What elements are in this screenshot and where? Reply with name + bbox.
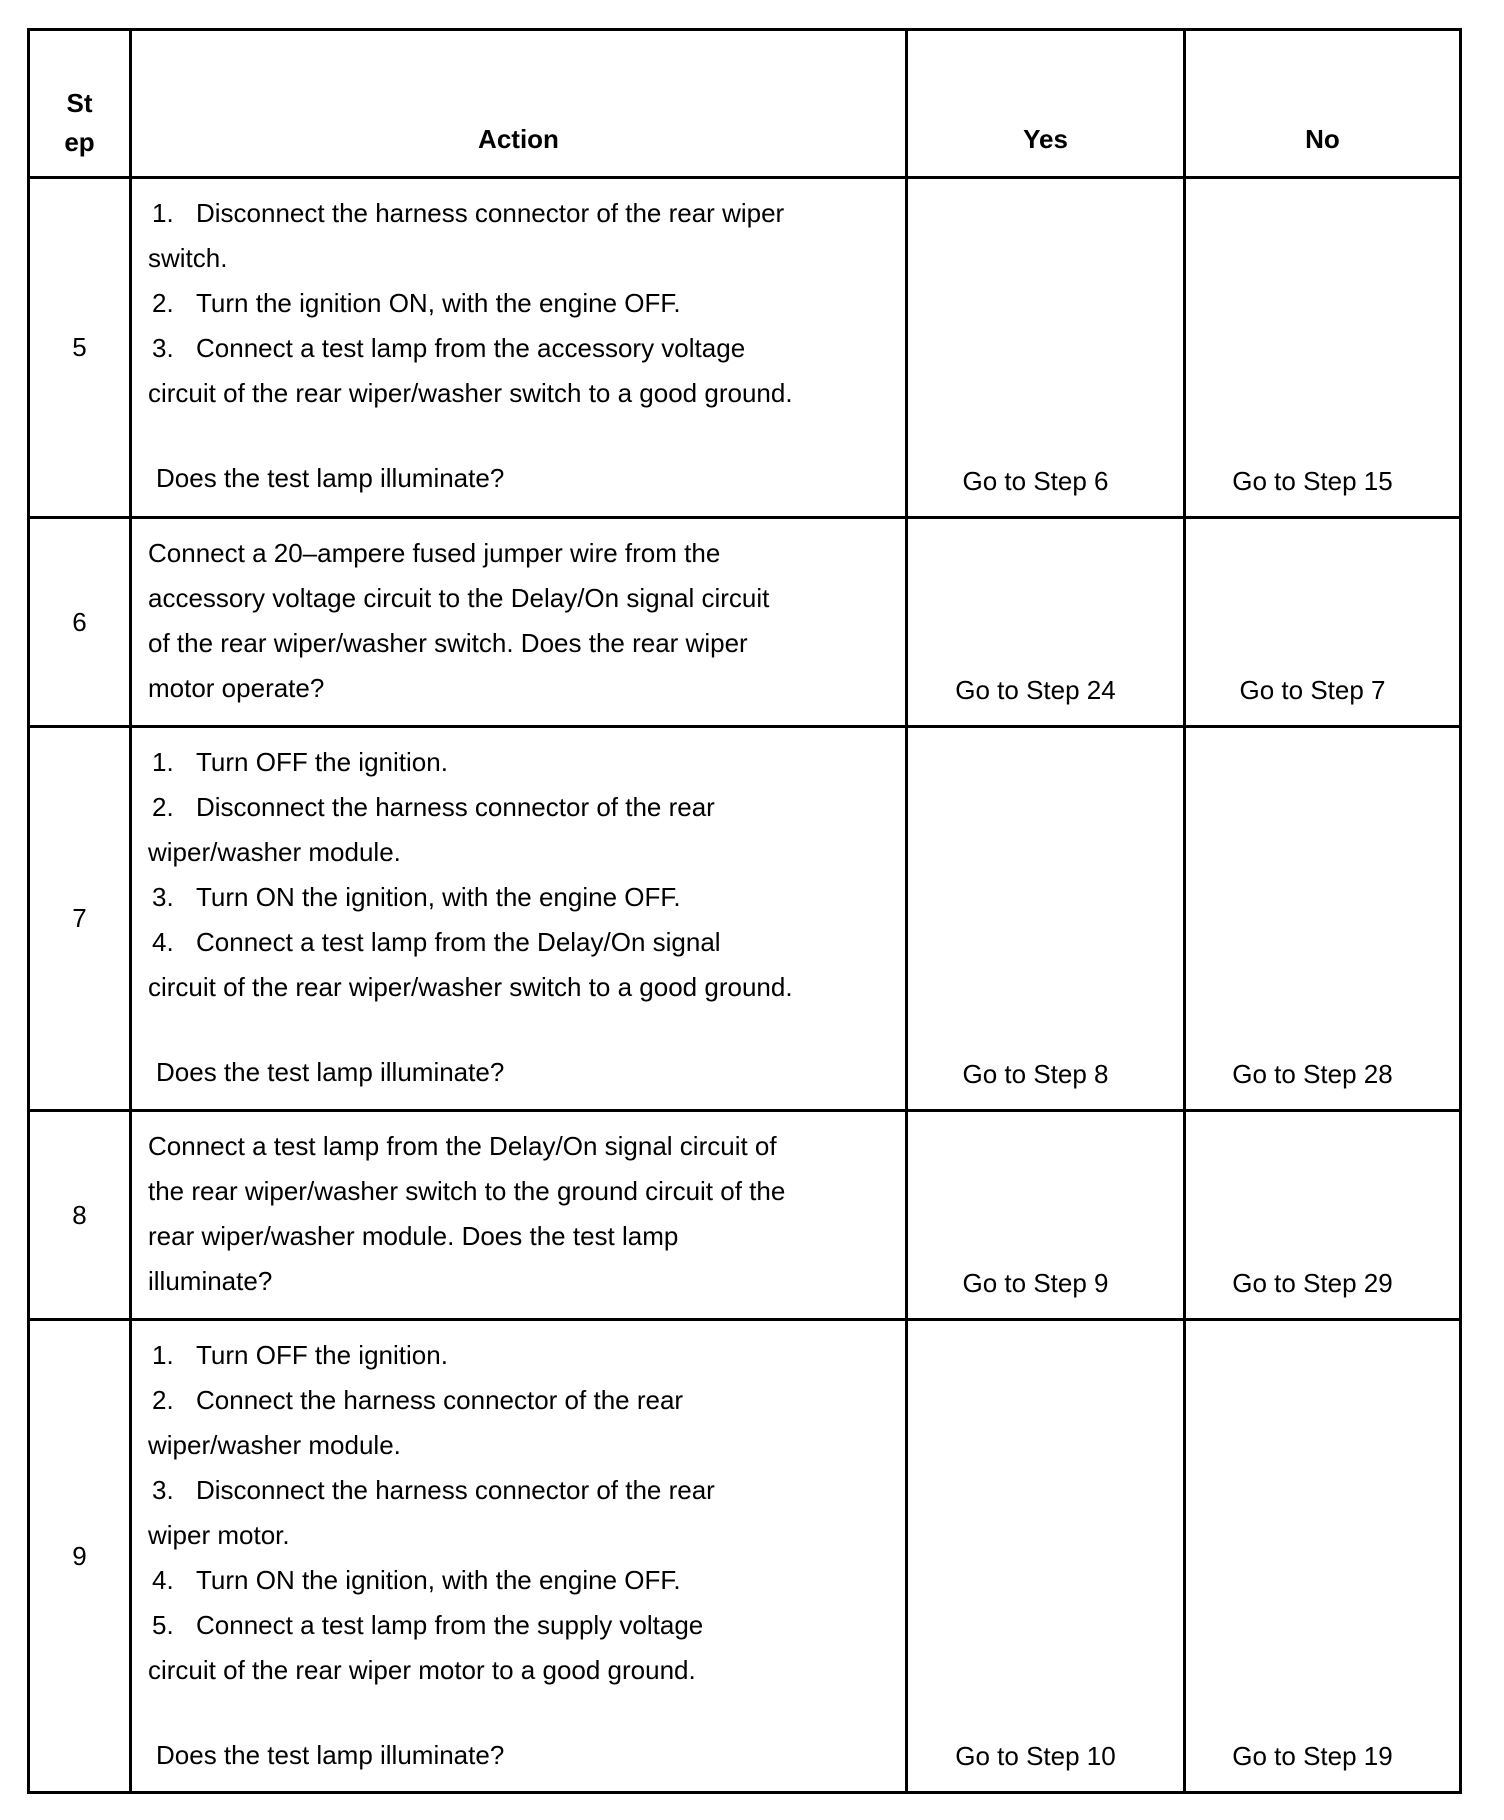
- action-line-text: circuit of the rear wiper/washer switch to a good ground.: [148, 378, 793, 408]
- step-number: 9: [29, 1320, 131, 1793]
- action-question: Does the test lamp illuminate?: [156, 463, 505, 493]
- action-cell: [131, 1320, 907, 1793]
- yes-cell: [907, 1111, 1185, 1320]
- action-line: [148, 1648, 885, 1693]
- no-result: Go to Step 7: [1239, 675, 1386, 705]
- action-line: [148, 531, 885, 576]
- action-line-text: wiper/washer module.: [148, 1430, 401, 1460]
- action-line: [148, 875, 885, 920]
- action-line: [148, 965, 885, 1010]
- action-line-text: Connect the harness connector of the rear: [196, 1385, 684, 1415]
- step-number: 5: [29, 178, 131, 518]
- action-line-number: 1.: [152, 747, 174, 777]
- no-result: Go to Step 15: [1232, 466, 1393, 496]
- table-row: [29, 1320, 1461, 1793]
- no-cell: [1185, 727, 1461, 1111]
- action-line-number: 2.: [152, 792, 174, 822]
- yes-cell: [907, 1320, 1185, 1793]
- action-line: [148, 1558, 885, 1603]
- action-line: [148, 576, 885, 621]
- table-row: [29, 727, 1461, 1111]
- action-line: [148, 1124, 885, 1169]
- step-number: 6: [29, 518, 131, 727]
- table-row: [29, 1111, 1461, 1320]
- action-line: [148, 920, 885, 965]
- action-cell: [131, 518, 907, 727]
- step-number: 8: [29, 1111, 131, 1320]
- action-line-text: Disconnect the harness connector of the rear: [196, 792, 715, 822]
- action-line-text: illuminate?: [148, 1266, 273, 1296]
- action-line-text: wiper/washer module.: [148, 837, 401, 867]
- action-line: [148, 281, 885, 326]
- action-line-text: Disconnect the harness connector of the rear: [196, 1475, 715, 1505]
- header-step-line2: ep: [64, 127, 95, 157]
- header-step: [29, 30, 131, 178]
- no-cell: [1185, 1111, 1461, 1320]
- action-line-text: Connect a test lamp from the accessory voltage: [196, 333, 746, 363]
- action-line-text: switch.: [148, 243, 228, 273]
- header-step-line1: St: [66, 88, 93, 118]
- action-line: [148, 1214, 885, 1259]
- table-header-row: [29, 30, 1461, 178]
- no-result: Go to Step 19: [1232, 1741, 1393, 1771]
- yes-result: Go to Step 6: [962, 466, 1109, 496]
- action-line: [148, 621, 885, 666]
- action-line-number: 3.: [152, 1475, 174, 1505]
- action-line-number: 1.: [152, 1340, 174, 1370]
- action-question: Does the test lamp illuminate?: [156, 1057, 505, 1087]
- action-question: Does the test lamp illuminate?: [156, 1740, 505, 1770]
- action-line: [148, 371, 885, 416]
- action-line-number: 4.: [152, 927, 174, 957]
- action-line-text: Turn OFF the ignition.: [196, 747, 448, 777]
- action-line-text: rear wiper/washer module. Does the test lamp: [148, 1221, 679, 1251]
- action-line: [148, 1468, 885, 1513]
- step-number: 7: [29, 727, 131, 1111]
- table-body: [29, 178, 1461, 1793]
- yes-result: Go to Step 9: [962, 1268, 1109, 1298]
- action-line-text: the rear wiper/washer switch to the ground circuit of the: [148, 1176, 786, 1206]
- action-line-text: Turn OFF the ignition.: [196, 1340, 448, 1370]
- action-line: [148, 740, 885, 785]
- action-line-number: 3.: [152, 882, 174, 912]
- action-line: [148, 666, 885, 711]
- action-line-text: motor operate?: [148, 673, 325, 703]
- yes-cell: [907, 518, 1185, 727]
- action-line-number: 2.: [152, 1385, 174, 1415]
- action-line-text: Connect a test lamp from the supply voltage: [196, 1610, 704, 1640]
- action-line-text: Connect a test lamp from the Delay/On signal circuit of: [148, 1131, 777, 1161]
- header-yes: Yes: [907, 30, 1185, 178]
- action-line-text: circuit of the rear wiper motor to a good ground.: [148, 1655, 696, 1685]
- header-action: Action: [131, 30, 907, 178]
- action-cell: [131, 727, 907, 1111]
- action-line: [148, 1333, 885, 1378]
- action-line: [148, 1378, 885, 1423]
- action-cell: [131, 178, 907, 518]
- header-no: No: [1185, 30, 1461, 178]
- action-line-text: of the rear wiper/washer switch. Does the rear wiper: [148, 628, 748, 658]
- action-line-text: wiper motor.: [148, 1520, 290, 1550]
- action-line: [148, 1513, 885, 1558]
- action-cell: [131, 1111, 907, 1320]
- action-line: [148, 1423, 885, 1468]
- action-line-number: 3.: [152, 333, 174, 363]
- action-line-text: accessory voltage circuit to the Delay/On signal circuit: [148, 583, 770, 613]
- yes-cell: [907, 178, 1185, 518]
- table-row: [29, 178, 1461, 518]
- action-line-number: 4.: [152, 1565, 174, 1595]
- action-line-text: Connect a test lamp from the Delay/On signal: [196, 927, 721, 957]
- action-line-text: Turn ON the ignition, with the engine OFF.: [196, 882, 681, 912]
- action-line: [148, 326, 885, 371]
- table-row: [29, 518, 1461, 727]
- diagnostic-table: [27, 28, 1462, 1794]
- no-cell: [1185, 178, 1461, 518]
- action-line-text: circuit of the rear wiper/washer switch to a good ground.: [148, 972, 793, 1002]
- action-line: [148, 191, 885, 236]
- action-line-text: Turn ON the ignition, with the engine OFF.: [196, 1565, 681, 1595]
- yes-result: Go to Step 10: [955, 1741, 1116, 1771]
- action-line: [148, 1259, 885, 1304]
- action-line: [148, 236, 885, 281]
- no-cell: [1185, 1320, 1461, 1793]
- action-line: [148, 785, 885, 830]
- no-result: Go to Step 28: [1232, 1059, 1393, 1089]
- yes-result: Go to Step 24: [955, 675, 1116, 705]
- yes-result: Go to Step 8: [962, 1059, 1109, 1089]
- yes-cell: [907, 727, 1185, 1111]
- no-result: Go to Step 29: [1232, 1268, 1393, 1298]
- action-line: [148, 830, 885, 875]
- action-line-number: 5.: [152, 1610, 174, 1640]
- action-line-number: 1.: [152, 198, 174, 228]
- no-cell: [1185, 518, 1461, 727]
- action-line-text: Connect a 20–ampere fused jumper wire from the: [148, 538, 721, 568]
- action-line-text: Disconnect the harness connector of the rear wiper: [196, 198, 785, 228]
- action-line-number: 2.: [152, 288, 174, 318]
- action-line: [148, 1169, 885, 1214]
- action-line: [148, 1603, 885, 1648]
- action-line-text: Turn the ignition ON, with the engine OFF.: [196, 288, 681, 318]
